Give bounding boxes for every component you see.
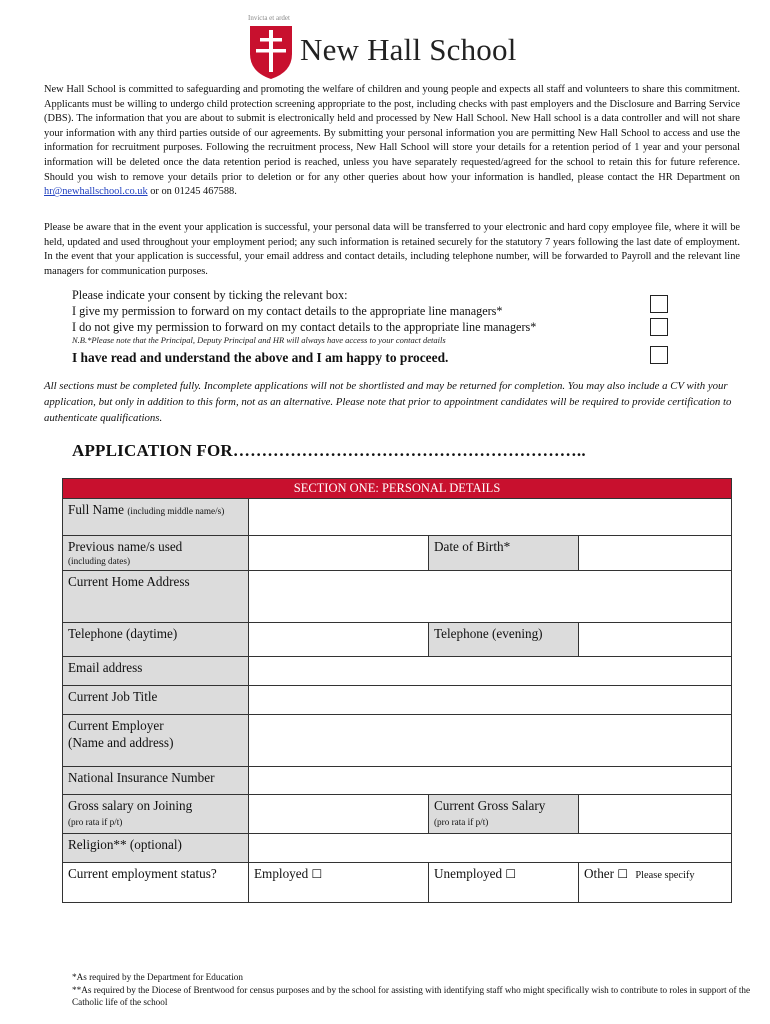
header xyxy=(248,16,517,85)
email-field[interactable] xyxy=(249,657,732,686)
school-name: New Hall School xyxy=(300,32,517,67)
tel-day-field[interactable] xyxy=(249,623,429,657)
employed-label: Employed xyxy=(254,866,309,881)
consent-agree-label: I have read and understand the above and I am happy to proceed. xyxy=(72,350,449,365)
gross-salary-text: Gross salary on Joining xyxy=(68,798,193,813)
employer-label-line2: (Name and address) xyxy=(68,735,174,750)
religion-label: Religion** (optional) xyxy=(63,834,249,863)
section-one-header: SECTION ONE: PERSONAL DETAILS xyxy=(63,479,732,499)
full-name-label xyxy=(63,499,249,536)
address-label: Current Home Address xyxy=(63,571,249,623)
consent-give-label: I give my permission to forward on my contact details to the appropriate line managers* xyxy=(72,304,503,318)
ni-field[interactable] xyxy=(249,767,732,795)
employed-checkbox[interactable]: ☐ xyxy=(311,867,323,881)
job-title-label: Current Job Title xyxy=(63,686,249,715)
application-for-heading: APPLICATION FOR…………………………………………………….. xyxy=(72,441,586,460)
employer-label-line1: Current Employer xyxy=(68,718,164,733)
crest-wrapper xyxy=(248,16,300,85)
employer-label xyxy=(63,715,249,767)
full-name-note: (including middle name/s) xyxy=(127,506,225,516)
employed-option[interactable] xyxy=(249,863,429,903)
unemployed-option[interactable] xyxy=(429,863,579,903)
previous-names-field[interactable] xyxy=(249,536,429,571)
consent-prompt: Please indicate your consent by ticking the relevant box: xyxy=(72,288,348,302)
full-name-field[interactable] xyxy=(249,499,732,536)
previous-names-label xyxy=(63,536,249,571)
please-specify-text: Please specify xyxy=(635,870,695,881)
consent-block xyxy=(72,287,672,368)
personal-details-table xyxy=(62,478,732,903)
current-gross-note: (pro rata if p/t) xyxy=(434,817,489,827)
completion-instructions: All sections must be completed fully. Incomplete applications will not be shortlisted and may be returned for completion. You may also include a CV with your application, but only in addition to this form, not as an alternative. Please note that prior to appointment candidates will be required to provide certification to authenticate qualifications. xyxy=(44,380,732,424)
ni-label: National Insurance Number xyxy=(63,767,249,795)
employer-field[interactable] xyxy=(249,715,732,767)
gross-salary-label xyxy=(63,795,249,834)
consent-agree-checkbox[interactable] xyxy=(650,346,668,364)
other-label: Other xyxy=(584,866,615,881)
previous-names-text: Previous name/s used xyxy=(68,539,183,554)
crest-motto: Invicta et ardet xyxy=(248,14,290,22)
current-gross-field[interactable] xyxy=(579,795,732,834)
tel-eve-field[interactable] xyxy=(579,623,732,657)
employment-status-label: Current employment status? xyxy=(63,863,249,903)
footnote-2: **As required by the Diocese of Brentwood for census purposes and by the school for assisting with identifying staff who might specifically wish to contribute to roles in support of the Catholic life of the school xyxy=(72,984,751,1008)
safeguarding-text: New Hall School is committed to safeguarding and promoting the welfare of children and young people and expects all staff and volunteers to share this commitment. Applicants must be willing to undergo child protection screening appropriate to the post, including checks with past employers and the Disclosure and Barring Service (DBS). The information that you are about to submit is electronically held and processed by New Hall School. New Hall school is a data controller and will not share your information with any third parties outside of our agreements. By submitting your personal information you are permitting New Hall School to access and use the information for recruitment purposes. Following the recruitment process, New Hall School will store your details for a retention period of 1 year and your personal information will be deleted once the data retention period is reached, unless you have separately requested/agreed for the school to retain this for future reference. Should you wish to remove your details prior to deletion or for any other queries about how your information is handled, please contact the HR Department on xyxy=(44,84,740,183)
current-gross-text: Current Gross Salary xyxy=(434,798,546,813)
hr-email-link[interactable]: hr@newhallschool.co.uk xyxy=(44,186,148,198)
safeguarding-paragraph xyxy=(44,83,740,200)
hr-phone-text: or on 01245 467588. xyxy=(147,186,237,198)
footnote-1: *As required by the Department for Education xyxy=(72,972,243,982)
tel-day-label: Telephone (daytime) xyxy=(63,623,249,657)
dob-field[interactable] xyxy=(579,536,732,571)
consent-give-checkbox[interactable] xyxy=(650,295,668,313)
data-retention-paragraph: Please be aware that in the event your application is successful, your personal data will be transferred to your electronic and hard copy employee file, where it will be held, updated and used throughout your employment period; any such information is retained securely for the statutory 7 years following the last date of employment. In the event that your application is successful, your email address and contact details, including telephone number, will be forwarded to Payroll and the relevant line managers for communication purposes. xyxy=(44,222,740,277)
tel-eve-label: Telephone (evening) xyxy=(429,623,579,657)
address-field[interactable] xyxy=(249,571,732,623)
dob-label: Date of Birth* xyxy=(429,536,579,571)
other-checkbox[interactable]: ☐ xyxy=(617,867,629,881)
consent-not-give-label: I do not give my permission to forward on my contact details to the appropriate line managers* xyxy=(72,320,537,334)
footnotes xyxy=(72,971,770,1009)
job-title-field[interactable] xyxy=(249,686,732,715)
gross-salary-field[interactable] xyxy=(249,795,429,834)
current-gross-label xyxy=(429,795,579,834)
consent-not-give-checkbox[interactable] xyxy=(650,318,668,336)
previous-names-note: (including dates) xyxy=(68,556,130,566)
other-option[interactable] xyxy=(579,863,732,903)
unemployed-label: Unemployed xyxy=(434,866,503,881)
gross-salary-note: (pro rata if p/t) xyxy=(68,817,123,827)
full-name-text: Full Name xyxy=(68,502,125,517)
religion-field[interactable] xyxy=(249,834,732,863)
consent-nb-note: N.B.*Please note that the Principal, Deputy Principal and HR will always have access to your contact details xyxy=(72,335,446,345)
email-label: Email address xyxy=(63,657,249,686)
school-crest-icon xyxy=(248,16,294,80)
unemployed-checkbox[interactable]: ☐ xyxy=(505,867,517,881)
